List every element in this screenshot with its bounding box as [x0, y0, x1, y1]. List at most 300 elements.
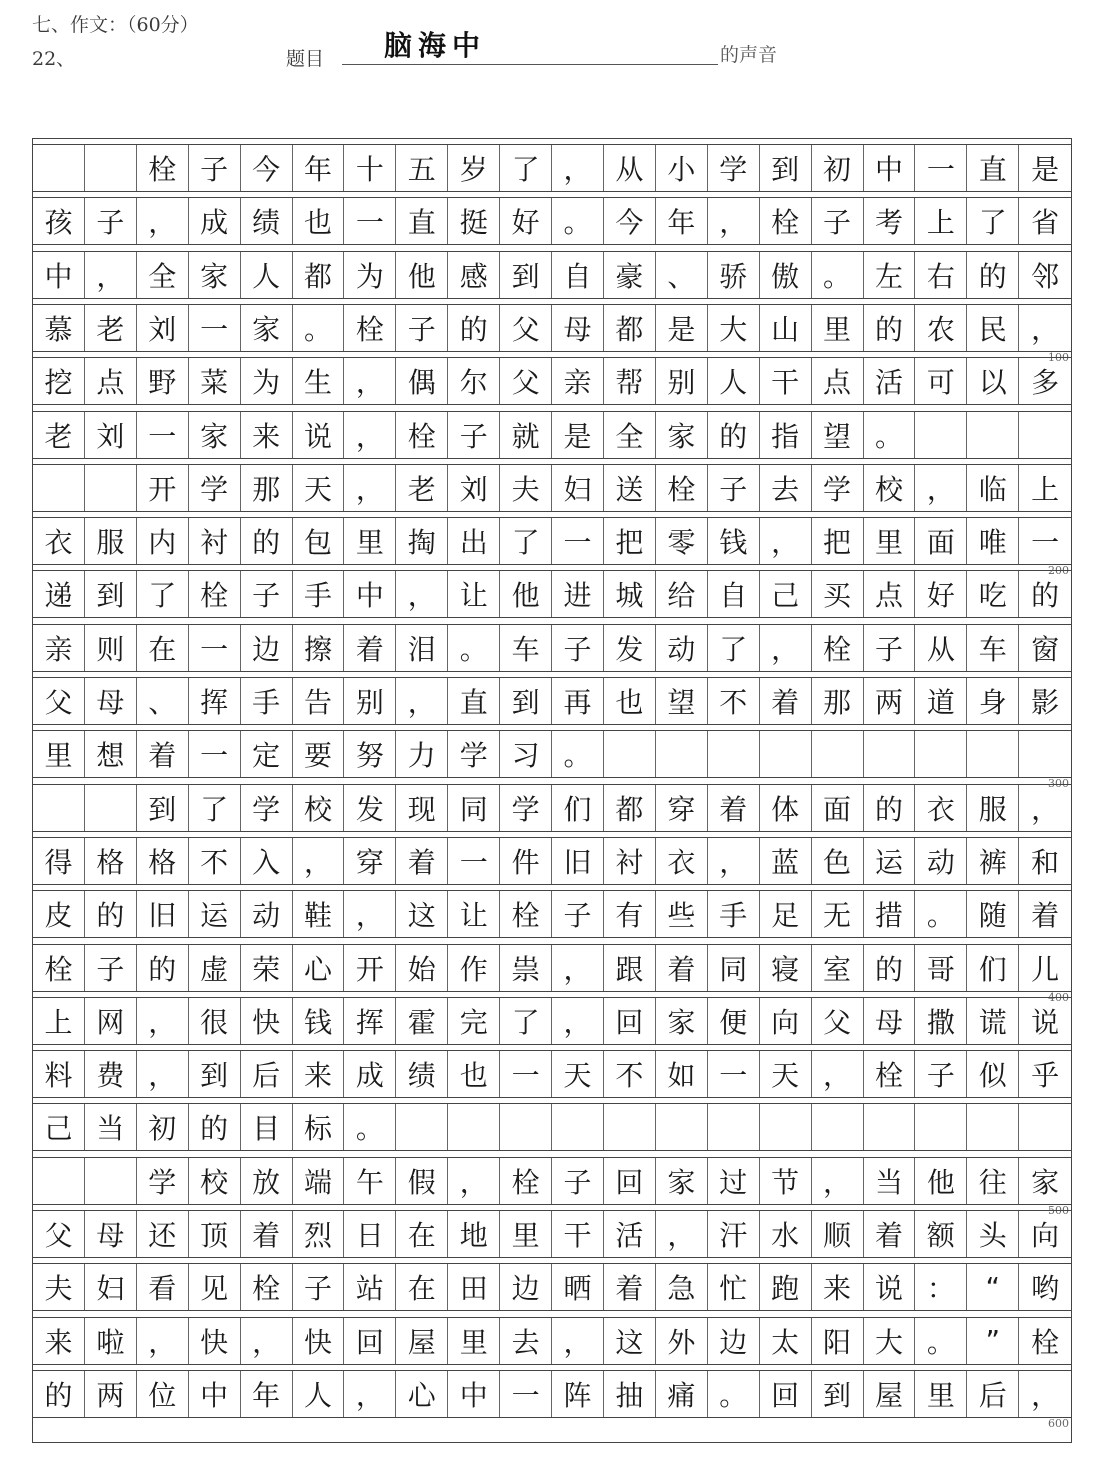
grid-cell: 着 — [864, 1211, 916, 1257]
grid-cell: 妇 — [552, 465, 604, 511]
grid-cell: 午 — [344, 1158, 396, 1204]
grid-cell: 零 — [656, 518, 708, 564]
grid-cell: 夫 — [33, 1264, 85, 1310]
grid-cell: 去 — [500, 1318, 552, 1364]
grid-cell: 上 — [915, 198, 967, 244]
grid-cell: 出 — [448, 518, 500, 564]
grid-cell: 好 — [500, 198, 552, 244]
handwritten-title: 脑海中 — [384, 29, 487, 62]
grid-cell — [33, 1158, 85, 1204]
grid-cell: 努 — [344, 731, 396, 777]
grid-cell: 家 — [189, 252, 241, 298]
grid-cell: 里 — [864, 518, 916, 564]
grid-cell: 。 — [812, 252, 864, 298]
grid-cell: 五 — [396, 145, 448, 191]
grid-cell: 年 — [241, 1371, 293, 1417]
grid-cell: 一 — [708, 1051, 760, 1097]
grid-cell: 的 — [448, 305, 500, 351]
grid-cell: 直 — [396, 198, 448, 244]
grid-cell: 里 — [448, 1318, 500, 1364]
grid-cell: 他 — [915, 1158, 967, 1204]
grid-cell: 把 — [812, 518, 864, 564]
grid-cell: 挥 — [344, 998, 396, 1044]
grid-cell: 费 — [85, 1051, 137, 1097]
grid-cell: 就 — [500, 412, 552, 458]
grid-cell: 说 — [293, 412, 345, 458]
grid-cell: 的 — [189, 1104, 241, 1150]
grid-cell: 便 — [708, 998, 760, 1044]
grid-cell: 子 — [552, 1158, 604, 1204]
grid-cell: 急 — [656, 1264, 708, 1310]
grid-cell: 阳 — [812, 1318, 864, 1364]
grid-cell: 帮 — [604, 358, 656, 404]
grid-cell: 随 — [967, 891, 1019, 937]
grid-cell: 还 — [137, 1211, 189, 1257]
grid-cell: 衬 — [189, 518, 241, 564]
grid-cell: 人 — [708, 358, 760, 404]
title-blank — [342, 22, 718, 65]
grid-cell: 从 — [915, 625, 967, 671]
grid-cell: 年 — [293, 145, 345, 191]
grid-cell: 让 — [448, 571, 500, 617]
grid-cell: 子 — [241, 571, 293, 617]
grid-cell: 豪 — [604, 252, 656, 298]
grid-cell: 绩 — [241, 198, 293, 244]
grid-cell: 一 — [344, 198, 396, 244]
grid-row — [33, 565, 1071, 618]
grid-cell — [967, 731, 1019, 777]
grid-cell: 汗 — [708, 1211, 760, 1257]
grid-cell: 格 — [137, 838, 189, 884]
grid-cell: 的 — [967, 252, 1019, 298]
grid-cell: 子 — [85, 198, 137, 244]
grid-cell: 裤 — [967, 838, 1019, 884]
grid-cell: 野 — [137, 358, 189, 404]
grid-cell: 手 — [241, 678, 293, 724]
grid-cell: 栓 — [812, 625, 864, 671]
grid-cell: 多 — [1031, 366, 1060, 400]
grid-cell: 成 — [189, 198, 241, 244]
grid-cell: 绩 — [396, 1051, 448, 1097]
grid-cell — [915, 412, 967, 458]
grid-cell: 网 — [85, 998, 137, 1044]
grid-cell: 了 — [137, 571, 189, 617]
grid-cell: 天 — [760, 1051, 812, 1097]
grid-cell: 老 — [396, 465, 448, 511]
grid-cell: 着 — [760, 678, 812, 724]
grid-cell: 民 — [967, 305, 1019, 351]
grid-cell: 很 — [189, 998, 241, 1044]
grid-cell: 给 — [656, 571, 708, 617]
grid-cell: 位 — [137, 1371, 189, 1417]
grid-cell: 车 — [500, 625, 552, 671]
grid-cell: 。 — [344, 1104, 396, 1150]
grid-cell — [1019, 731, 1071, 777]
grid-cell: 穿 — [656, 785, 708, 831]
grid-cell: 道 — [915, 678, 967, 724]
grid-row — [33, 1205, 1071, 1258]
grid-cell: 到 — [189, 1051, 241, 1097]
grid-cell — [656, 731, 708, 777]
grid-cell — [708, 731, 760, 777]
grid-cell — [1019, 412, 1071, 458]
grid-cell: 穿 — [344, 838, 396, 884]
word-count-marker: 500 — [1048, 1203, 1069, 1217]
grid-cell: 荣 — [241, 945, 293, 991]
grid-cell: 子 — [552, 625, 604, 671]
grid-cell: 活 — [864, 358, 916, 404]
grid-cell: 子 — [85, 945, 137, 991]
grid-cell: 母 — [85, 678, 137, 724]
grid-cell: 心 — [396, 1371, 448, 1417]
grid-cell: 栓 — [864, 1051, 916, 1097]
grid-cell — [915, 731, 967, 777]
grid-cell: 初 — [812, 145, 864, 191]
word-count-marker: 300 — [1048, 777, 1069, 791]
grid-cell: 也 — [293, 198, 345, 244]
grid-cell: 左 — [864, 252, 916, 298]
grid-cell: 中 — [448, 1371, 500, 1417]
grid-cell: 蓝 — [760, 838, 812, 884]
grid-cell: 一 — [500, 1051, 552, 1097]
grid-cell: 山 — [760, 305, 812, 351]
grid-cell: 家 — [241, 305, 293, 351]
grid-cell: 祟 — [500, 945, 552, 991]
grid-cell: 年 — [656, 198, 708, 244]
grid-cell: 把 — [604, 518, 656, 564]
grid-cell: 运 — [189, 891, 241, 937]
grid-row — [33, 192, 1071, 245]
grid-row — [33, 672, 1071, 725]
grid-cell: ， — [137, 1318, 189, 1364]
grid-cell: 栓 — [189, 571, 241, 617]
grid-cell — [500, 1104, 552, 1150]
grid-cell: 虚 — [189, 945, 241, 991]
grid-cell: 在 — [396, 1211, 448, 1257]
grid-cell: 己 — [760, 571, 812, 617]
grid-cell: 里 — [500, 1211, 552, 1257]
grid-cell: 是 — [552, 412, 604, 458]
grid-cell: 学 — [137, 1158, 189, 1204]
grid-cell: 料 — [33, 1051, 85, 1097]
grid-cell: 是 — [1031, 153, 1060, 186]
grid-cell: 跑 — [760, 1264, 812, 1310]
grid-cell: 邻 — [1031, 259, 1060, 293]
grid-cell: 学 — [241, 785, 293, 831]
grid-cell: 着 — [708, 785, 760, 831]
grid-cell: 儿 — [1031, 952, 1060, 986]
grid-cell — [85, 785, 137, 831]
grid-cell: 的 — [864, 945, 916, 991]
grid-cell: 尔 — [448, 358, 500, 404]
grid-cell: 回 — [604, 998, 656, 1044]
grid-cell: 老 — [33, 412, 85, 458]
grid-cell: 学 — [448, 731, 500, 777]
grid-cell: 子 — [448, 412, 500, 458]
grid-cell: 人 — [241, 252, 293, 298]
grid-cell: 干 — [760, 358, 812, 404]
grid-cell: 的 — [708, 412, 760, 458]
grid-cell: 内 — [137, 518, 189, 564]
grid-cell: 子 — [189, 145, 241, 191]
grid-cell: 衬 — [604, 838, 656, 884]
grid-cell: 泪 — [396, 625, 448, 671]
grid-cell: 生 — [293, 358, 345, 404]
grid-cell: 面 — [915, 518, 967, 564]
grid-cell: 活 — [604, 1211, 656, 1257]
grid-cell: 鞋 — [293, 891, 345, 937]
grid-cell: 们 — [967, 945, 1019, 991]
grid-cell: 快 — [241, 998, 293, 1044]
word-count-marker: 400 — [1048, 990, 1069, 1004]
title-prefix: 题目 — [286, 48, 325, 70]
grid-cell — [967, 1104, 1019, 1150]
grid-cell: 的 — [85, 891, 137, 937]
grid-cell: 哟 — [1031, 1272, 1060, 1306]
grid-cell: 日 — [344, 1211, 396, 1257]
grid-cell: 啦 — [85, 1318, 137, 1364]
grid-cell: 手 — [293, 571, 345, 617]
grid-cell: 临 — [967, 465, 1019, 511]
grid-cell: 回 — [604, 1158, 656, 1204]
grid-cell: ， — [656, 1211, 708, 1257]
grid-cell: 孩 — [33, 198, 85, 244]
grid-cell: ， — [344, 358, 396, 404]
grid-cell: 运 — [864, 838, 916, 884]
grid-cell — [33, 785, 85, 831]
grid-row — [33, 406, 1071, 459]
grid-cell: 城 — [604, 571, 656, 617]
grid-cell: 了 — [189, 785, 241, 831]
grid-cell: ： — [915, 1264, 967, 1310]
grid-cell: 说 — [864, 1264, 916, 1310]
grid-cell: 以 — [967, 358, 1019, 404]
grid-cell: 吃 — [967, 571, 1019, 617]
grid-cell: 望 — [656, 678, 708, 724]
grid-cell: 指 — [760, 412, 812, 458]
grid-cell: ， — [552, 1318, 604, 1364]
grid-cell: 刘 — [85, 412, 137, 458]
grid-cell: 全 — [604, 412, 656, 458]
grid-cell: 父 — [812, 998, 864, 1044]
grid-row — [33, 619, 1071, 672]
grid-cell: 。 — [915, 1318, 967, 1364]
grid-cell: 着 — [396, 838, 448, 884]
grid-cell: 栓 — [241, 1264, 293, 1310]
grid-cell: 父 — [33, 1211, 85, 1257]
grid-cell: 父 — [33, 678, 85, 724]
grid-cell: 小 — [656, 145, 708, 191]
grid-cell: 跟 — [604, 945, 656, 991]
grid-cell — [812, 1104, 864, 1150]
grid-cell: 让 — [448, 891, 500, 937]
grid-cell: 假 — [396, 1158, 448, 1204]
grid-cell: 习 — [500, 731, 552, 777]
grid-cell: 定 — [241, 731, 293, 777]
grid-cell: 老 — [85, 305, 137, 351]
grid-cell: 子 — [293, 1264, 345, 1310]
grid-cell: 那 — [812, 678, 864, 724]
grid-cell: 子 — [552, 891, 604, 937]
grid-cell: 见 — [189, 1264, 241, 1310]
grid-cell: 这 — [396, 891, 448, 937]
grid-cell: 父 — [500, 305, 552, 351]
grid-cell: 栓 — [33, 945, 85, 991]
grid-cell: 学 — [812, 465, 864, 511]
grid-cell — [33, 465, 85, 511]
grid-cell: 车 — [967, 625, 1019, 671]
grid-cell: 傲 — [760, 252, 812, 298]
grid-cell: ， — [241, 1318, 293, 1364]
grid-cell: ， — [344, 412, 396, 458]
grid-cell: 目 — [241, 1104, 293, 1150]
grid-cell: ， — [812, 1158, 864, 1204]
grid-cell: 同 — [708, 945, 760, 991]
grid-cell: 得 — [33, 838, 85, 884]
section-title: 七、作文：（60分） — [32, 14, 199, 36]
grid-cell: 有 — [604, 891, 656, 937]
grid-cell: 子 — [864, 625, 916, 671]
word-count-marker: 200 — [1048, 564, 1069, 578]
question-number: 22、 — [32, 48, 76, 70]
grid-cell: 撒 — [915, 998, 967, 1044]
grid-cell: 别 — [656, 358, 708, 404]
grid-cell: 点 — [864, 571, 916, 617]
grid-cell: 自 — [708, 571, 760, 617]
grid-cell: 。 — [915, 891, 967, 937]
grid-cell: 大 — [708, 305, 760, 351]
grid-row — [33, 1365, 1071, 1430]
grid-cell: 他 — [500, 571, 552, 617]
grid-cell: 钱 — [708, 518, 760, 564]
grid-cell: 同 — [448, 785, 500, 831]
grid-cell — [85, 1158, 137, 1204]
grid-cell: 掏 — [396, 518, 448, 564]
grid-cell: 的 — [137, 945, 189, 991]
grid-cell: 子 — [812, 198, 864, 244]
grid-cell: 手 — [708, 891, 760, 937]
grid-cell: 节 — [760, 1158, 812, 1204]
grid-cell: 了 — [967, 198, 1019, 244]
grid-cell: 里 — [344, 518, 396, 564]
grid-cell: 现 — [396, 785, 448, 831]
grid-cell: 直 — [967, 145, 1019, 191]
grid-row — [33, 1258, 1071, 1311]
grid-cell: ， — [760, 625, 812, 671]
grid-cell: ， — [708, 198, 760, 244]
grid-cell: 们 — [552, 785, 604, 831]
grid-row — [33, 832, 1071, 885]
grid-cell: 钱 — [293, 998, 345, 1044]
grid-cell: 田 — [448, 1264, 500, 1310]
grid-cell: 也 — [448, 1051, 500, 1097]
grid-cell: 十 — [344, 145, 396, 191]
grid-cell: 快 — [189, 1318, 241, 1364]
grid-cell: ， — [85, 252, 137, 298]
grid-cell: 过 — [708, 1158, 760, 1204]
grid-cell: 家 — [1031, 1165, 1060, 1199]
grid-cell: 农 — [915, 305, 967, 351]
grid-cell: 了 — [500, 145, 552, 191]
grid-cell: 进 — [552, 571, 604, 617]
grid-cell: 妇 — [85, 1264, 137, 1310]
grid-cell: 为 — [241, 358, 293, 404]
grid-cell — [33, 145, 85, 191]
grid-cell: ， — [915, 465, 967, 511]
grid-cell: 到 — [500, 252, 552, 298]
grid-cell: 抽 — [604, 1371, 656, 1417]
grid-cell — [85, 145, 137, 191]
grid-cell: 省 — [1031, 206, 1060, 240]
grid-cell: 买 — [812, 571, 864, 617]
grid-cell: 着 — [656, 945, 708, 991]
grid-cell: 当 — [85, 1104, 137, 1150]
grid-cell: 想 — [85, 731, 137, 777]
grid-cell: 作 — [448, 945, 500, 991]
grid-row — [33, 352, 1071, 405]
grid-cell: 到 — [760, 145, 812, 191]
grid-cell: 和 — [1031, 845, 1060, 879]
grid-row — [33, 725, 1071, 791]
grid-cell: 面 — [812, 785, 864, 831]
word-count-marker: 100 — [1048, 350, 1069, 364]
grid-cell: ， — [396, 678, 448, 724]
grid-cell: 母 — [552, 305, 604, 351]
grid-cell: 栓 — [396, 412, 448, 458]
grid-cell: 直 — [448, 678, 500, 724]
grid-cell: 子 — [708, 465, 760, 511]
grid-row — [33, 1312, 1071, 1365]
grid-cell: 上 — [1031, 472, 1060, 506]
grid-cell: 里 — [915, 1371, 967, 1417]
word-count-marker: 600 — [1048, 1416, 1069, 1430]
grid-cell: 亲 — [33, 625, 85, 671]
grid-cell: 着 — [1031, 899, 1060, 933]
grid-cell: 的 — [241, 518, 293, 564]
grid-cell: 了 — [500, 518, 552, 564]
grid-cell: 动 — [241, 891, 293, 937]
grid-cell: 告 — [293, 678, 345, 724]
grid-cell: 父 — [500, 358, 552, 404]
grid-row — [33, 299, 1071, 364]
grid-cell: ， — [552, 145, 604, 191]
grid-cell: 快 — [293, 1318, 345, 1364]
grid-cell: 身 — [967, 678, 1019, 724]
grid-cell: 服 — [85, 518, 137, 564]
grid-cell: 唯 — [967, 518, 1019, 564]
grid-cell — [812, 731, 864, 777]
grid-row — [33, 779, 1071, 832]
grid-cell: ， — [1031, 1378, 1060, 1412]
grid-cell: 是 — [656, 305, 708, 351]
grid-cell: 端 — [293, 1158, 345, 1204]
grid-cell: 中 — [189, 1371, 241, 1417]
grid-cell: 家 — [656, 998, 708, 1044]
grid-cell: ， — [137, 198, 189, 244]
grid-cell — [448, 1104, 500, 1150]
grid-cell — [552, 1104, 604, 1150]
grid-cell — [85, 465, 137, 511]
grid-cell: 旧 — [137, 891, 189, 937]
grid-cell: 向 — [1031, 1219, 1060, 1252]
grid-cell: 也 — [604, 678, 656, 724]
grid-cell: 色 — [812, 838, 864, 884]
grid-cell: 点 — [812, 358, 864, 404]
grid-cell: 件 — [500, 838, 552, 884]
grid-cell: 。 — [708, 1371, 760, 1417]
grid-cell: 栓 — [1031, 1325, 1060, 1359]
grid-cell: 里 — [33, 731, 85, 777]
